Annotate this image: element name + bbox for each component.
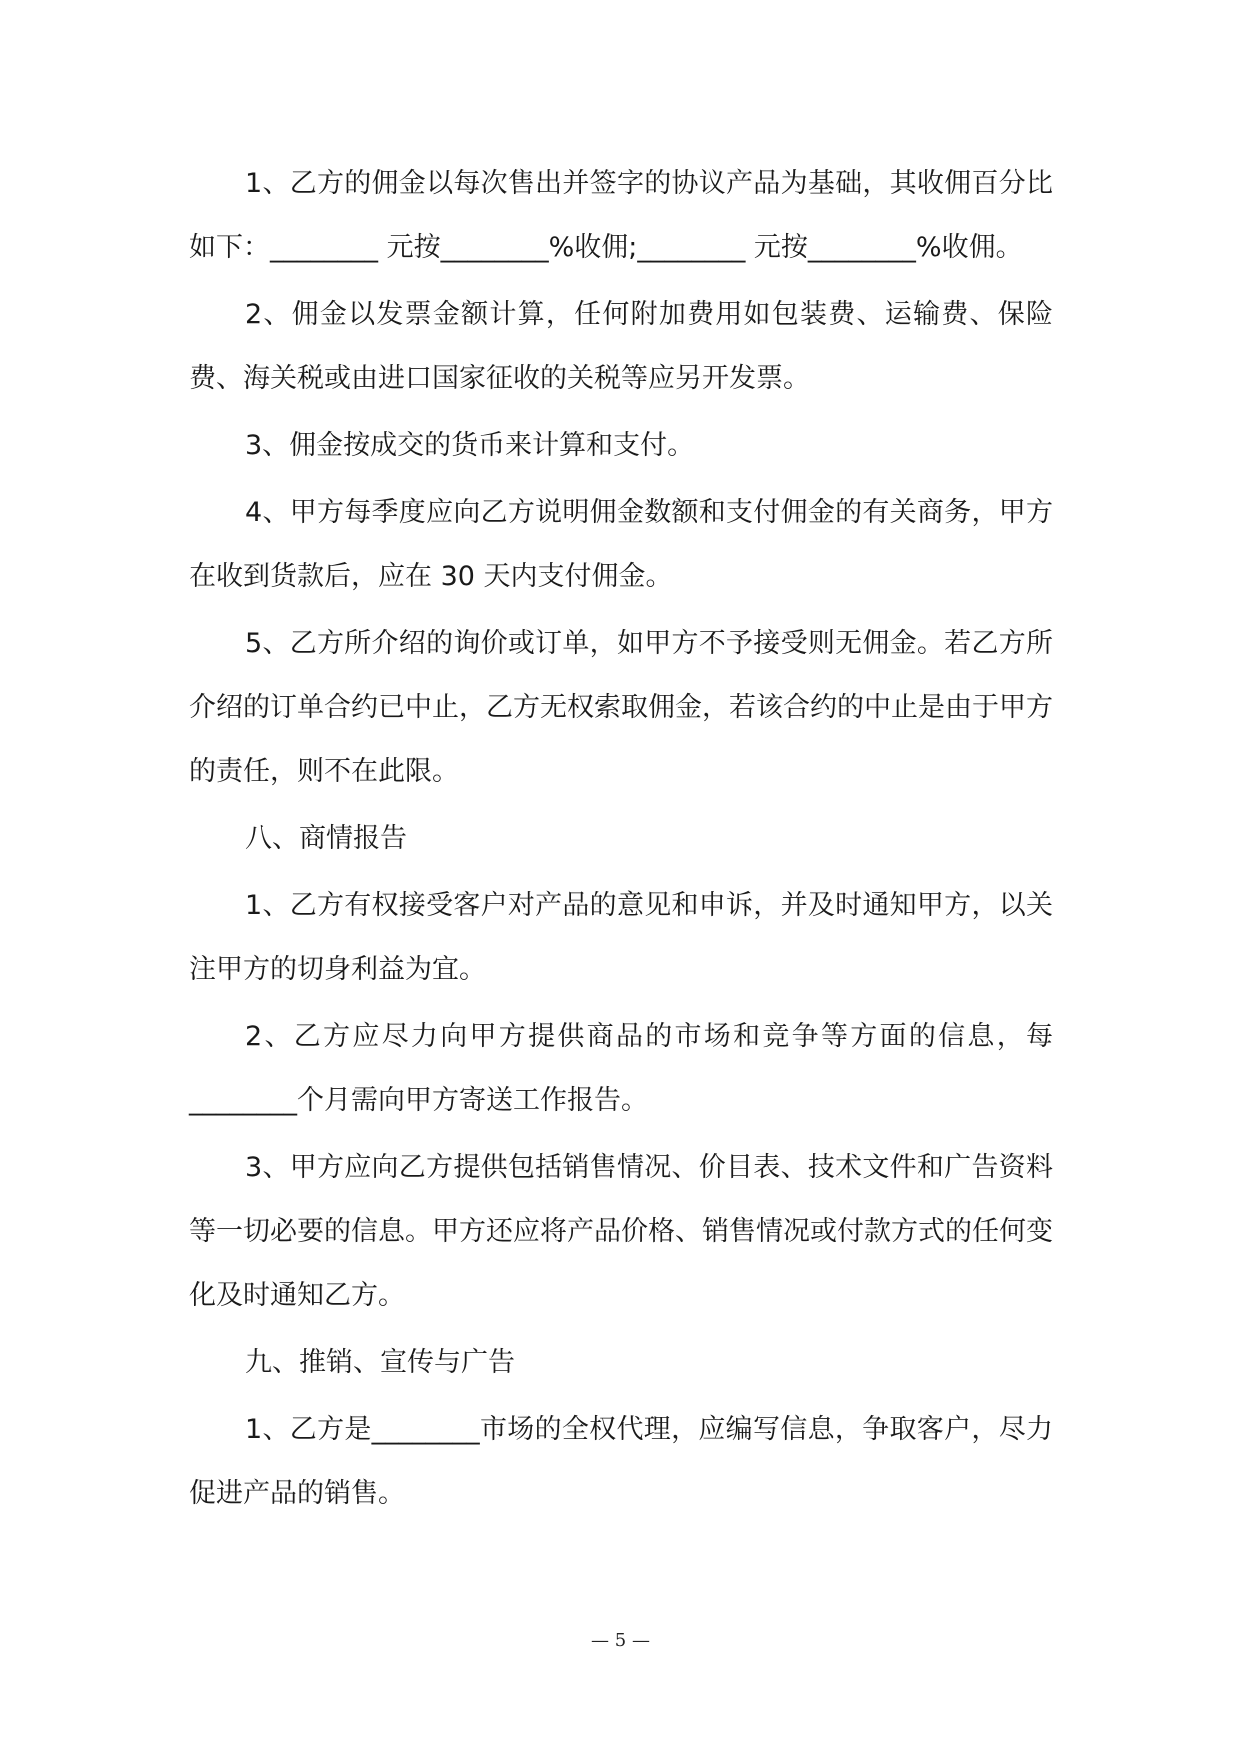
paragraph-party-a-info: 3、甲方应向乙方提供包括销售情况、价目表、技术文件和广告资料等一切必要的信息。甲方还应将产品价格、销售情况或付款方式的任何变化及时通知乙方。 — [189, 1152, 1053, 1311]
paragraph-commission-rate: 1、乙方的佣金以每次售出并签字的协议产品为基础，其收佣百分比如下：________ 元按________%收佣;________ 元按________%收佣。 — [189, 168, 1053, 263]
section-heading-promotion: 九、推销、宣传与广告 — [245, 1347, 515, 1378]
paragraph-market-info: 2、乙方应尽力向甲方提供商品的市场和竞争等方面的信息，每________个月需向甲方寄送工作报告。 — [189, 1021, 1053, 1116]
paragraph-customer-feedback: 1、乙方有权接受客户对产品的意见和申诉，并及时通知甲方，以关注甲方的切身利益为宜。 — [189, 890, 1053, 985]
section-heading-business-report: 八、商情报告 — [245, 823, 407, 854]
page-number: — 5 — — [591, 1630, 650, 1651]
paragraph-currency: 3、佣金按成交的货币来计算和支付。 — [245, 430, 695, 461]
paragraph-quarterly-statement: 4、甲方每季度应向乙方说明佣金数额和支付佣金的有关商务，甲方在收到货款后，应在 30 天内支付佣金。 — [189, 497, 1053, 592]
paragraph-invoice-basis: 2、佣金以发票金额计算，任何附加费用如包装费、运输费、保险费、海关税或由进口国家征收的关税等应另开发票。 — [189, 299, 1053, 394]
paragraph-no-commission: 5、乙方所介绍的询价或订单，如甲方不予接受则无佣金。若乙方所介绍的订单合约已中止，乙方无权索取佣金，若该合约的中止是由于甲方的责任，则不在此限。 — [189, 628, 1053, 787]
paragraph-exclusive-agent: 1、乙方是________市场的全权代理，应编写信息，争取客户，尽力促进产品的销售。 — [189, 1414, 1053, 1509]
document-body — [189, 152, 1053, 1529]
